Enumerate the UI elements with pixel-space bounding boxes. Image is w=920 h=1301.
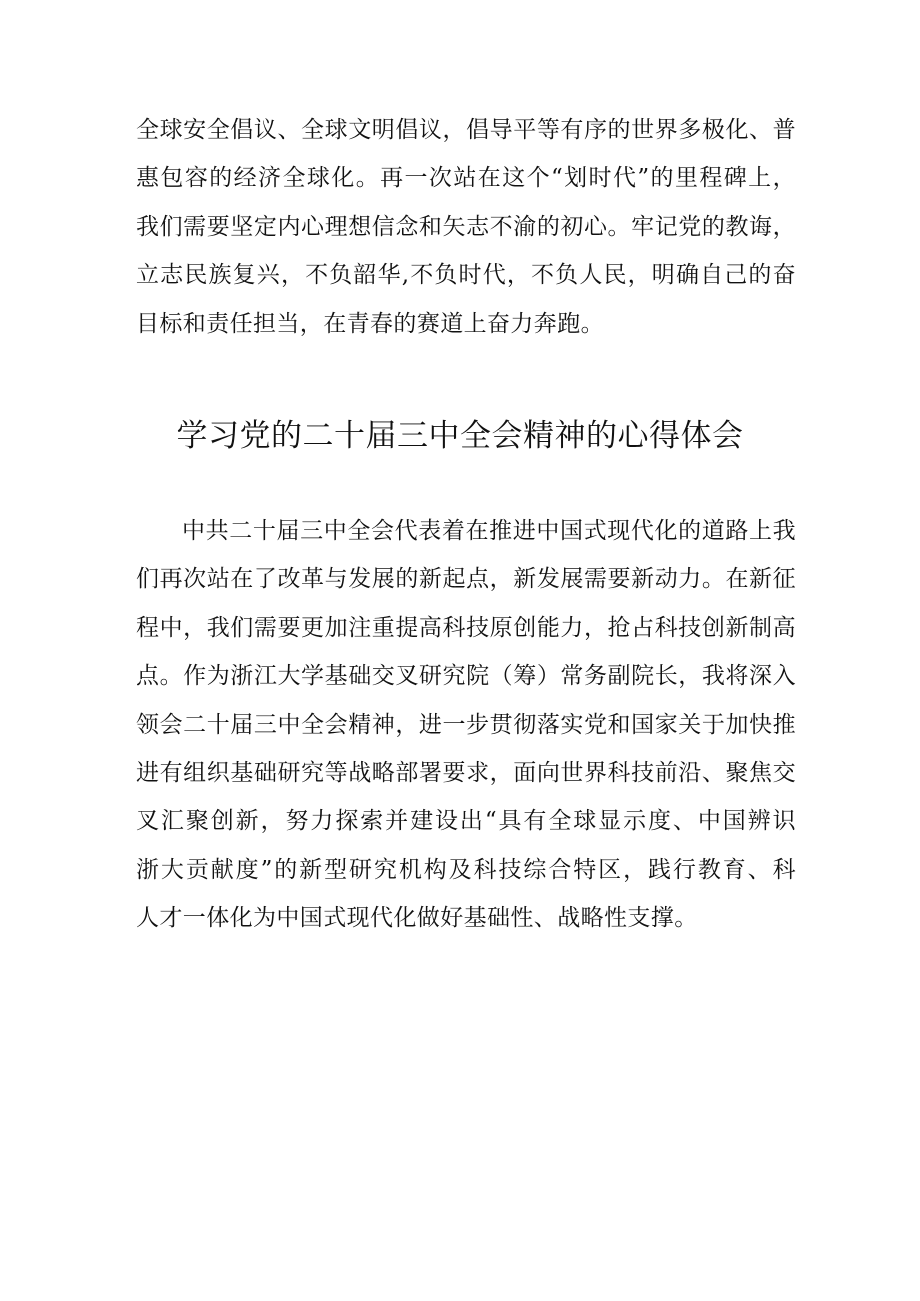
- paragraph-line: 叉汇聚创新，努力探索并建设出“具有全球显示度、中国辨识: [136, 808, 796, 835]
- body-paragraph: [136, 507, 796, 943]
- paragraph-line: 惠包容的经济全球化。再一次站在这个“划时代”的里程碑上，: [136, 165, 796, 192]
- paragraph-line: 浙大贡献度”的新型研究机构及科技综合特区，践行教育、科: [136, 856, 796, 883]
- paragraph-line: 进有组织基础研究等战略部署要求，面向世界科技前沿、聚焦交: [136, 759, 796, 786]
- paragraph-line: 目标和责任担当，在青春的赛道上奋力奔跑。: [136, 310, 604, 337]
- paragraph-line: 领会二十届三中全会精神，进一步贯彻落实党和国家关于加快推: [136, 711, 796, 738]
- paragraph-line: 程中，我们需要更加注重提高科技原创能力，抢占科技创新制高: [136, 614, 796, 641]
- section-title: 学习党的二十届三中全会精神的心得体会: [176, 418, 744, 454]
- paragraph-line: 中共二十届三中全会代表着在推进中国式现代化的道路上我: [182, 518, 796, 544]
- paragraph-line: 我们需要坚定内心理想信念和矢志不渝的初心。牢记党的教诲，: [136, 213, 796, 240]
- paragraph-line: 全球安全倡议、全球文明倡议，倡导平等有序的世界多极化、普: [136, 117, 796, 143]
- paragraph-line: 人才一体化为中国式现代化做好基础性、战略性支撑。: [136, 905, 698, 932]
- paragraph-line: 点。作为浙江大学基础交叉研究院（筹）常务副院长，我将深入: [136, 663, 796, 690]
- paragraph-line: 立志民族复兴，不负韶华,不负时代，不负人民，明确自己的奋: [136, 262, 796, 289]
- paragraph-line: 们再次站在了改革与发展的新起点，新发展需要新动力。在新征: [136, 566, 796, 593]
- continuation-paragraph: [136, 106, 796, 348]
